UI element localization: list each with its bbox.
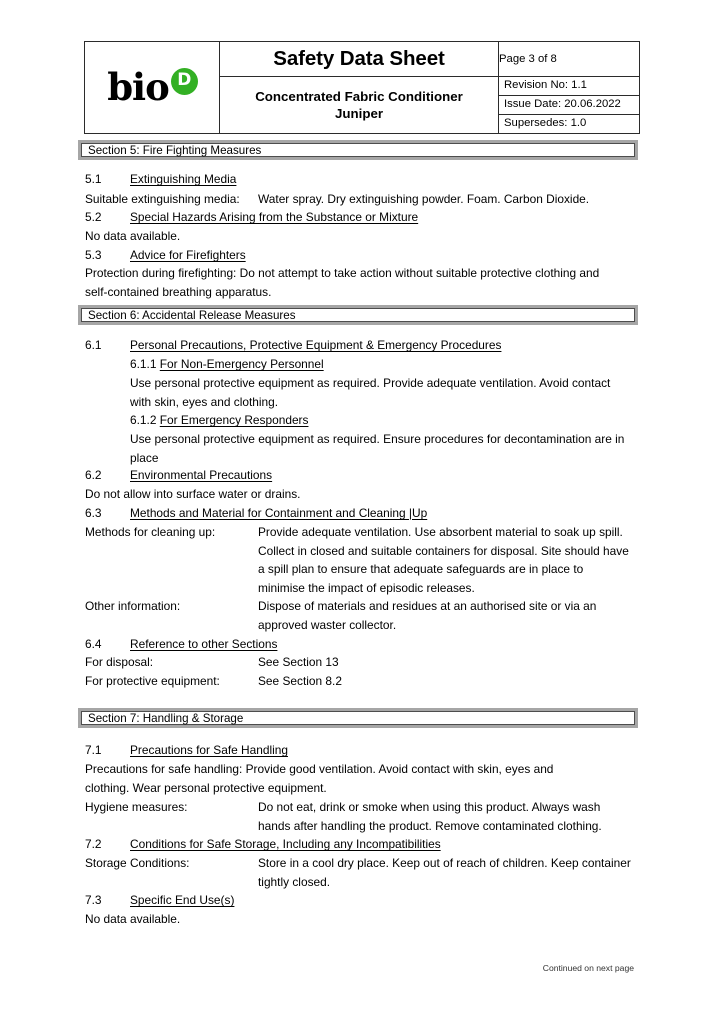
row-for-disposal [85,653,635,672]
logo-wordmark: bio [107,64,169,109]
item-6-3-number: 6.3 [85,506,102,520]
logo-cell [85,42,220,134]
product-name-cell [220,77,499,134]
label-storage-conditions: Storage Conditions: [85,856,190,870]
item-7-1-number: 7.1 [85,743,102,757]
item-5-1-number: 5.1 [85,172,102,186]
section-7-header-bar [78,708,638,728]
item-6-1-2-number: 6.1.2 [130,413,157,427]
item-6-1-2-title: For Emergency Responders [159,413,309,427]
item-6-1-1-title: For Non-Emergency Personnel [159,357,324,371]
item-7-3-title: Specific End Use(s) [130,893,235,907]
item-7-2-title: Conditions for Safe Storage, Including any Incompatibilities [130,837,441,851]
item-7-3-text: No data available. [85,912,181,926]
meta-page: Page 3 of 8 [499,42,640,77]
value-suitable-extinguishing-media: Water spray. Dry extinguishing powder. Foam. Carbon Dioxide. [258,192,590,206]
meta-supersedes: Supersedes: 1.0 [504,117,587,129]
label-methods-for-cleaning-up: Methods for cleaning up: [85,525,216,539]
document-title: Safety Data Sheet [273,47,445,70]
item-6-1-number: 6.1 [85,338,102,352]
item-5-3-title: Advice for Firefighters [130,248,246,262]
row-other-information [85,597,633,634]
document-header-table [84,41,640,134]
logo-badge-letter: D [177,70,192,90]
value-hygiene-measures: Do not eat, drink or smoke when using this product. Always wash hands after handling the product. Remove contaminated clothing. [258,800,602,833]
meta-issue-date: Issue Date: 20.06.2022 [499,96,639,115]
item-6-4-title: Reference to other Sections [130,637,278,651]
value-storage-conditions: Store in a cool dry place. Keep out of reach of children. Keep container tightly closed. [258,856,631,889]
value-for-disposal: See Section 13 [258,655,339,669]
item-6-2-text: Do not allow into surface water or drains. [85,487,301,501]
item-5-1-title: Extinguishing Media [130,172,237,186]
item-6-1-1-number: 6.1.1 [130,357,157,371]
item-7-1-title: Precautions for Safe Handling [130,743,288,757]
item-6-1-title: Personal Precautions, Protective Equipment & Emergency Procedures [130,338,502,352]
item-5-3-text: Protection during firefighting: Do not attempt to take action without suitable protective clothing and self-contained breathing apparatus. [85,266,600,299]
item-6-2-number: 6.2 [85,468,102,482]
item-6-1-1-heading [130,355,324,374]
footer-continued-note: Continued on next page [542,963,634,973]
row-hygiene-measures [85,798,633,835]
item-7-1-text: Precautions for safe handling: Provide good ventilation. Avoid contact with skin, eyes and clothing. Wear personal protective equipment. [85,762,554,795]
value-for-protective-equipment: See Section 8.2 [258,674,342,688]
meta-stack-cell [499,77,640,134]
document-title-cell [220,42,499,77]
label-suitable-extinguishing-media: Suitable extinguishing media: [85,192,240,206]
section-6-header-bar [78,305,638,325]
label-hygiene-measures: Hygiene measures: [85,800,188,814]
label-for-disposal: For disposal: [85,655,154,669]
item-6-1-2-text: Use personal protective equipment as required. Ensure procedures for decontamination are in place [130,432,625,465]
row-suitable-extinguishing-media [85,190,635,209]
item-6-1-2-heading [130,411,308,430]
item-5-2-title: Special Hazards Arising from the Substance or Mixture [130,210,419,224]
item-6-1-1-text: Use personal protective equipment as required. Provide adequate ventilation. Avoid contact with skin, eyes and clothing. [130,376,611,409]
row-storage-conditions [85,854,633,891]
logo-d-badge-icon [171,68,198,95]
item-6-3-title: Methods and Material for Containment and Cleaning |Up [130,506,428,520]
section-6-title: Section 6: Accidental Release Measures [81,308,635,322]
item-5-2-number: 5.2 [85,210,102,224]
label-other-information: Other information: [85,599,181,613]
value-methods-for-cleaning-up: Provide adequate ventilation. Use absorbent material to soak up spill. Collect in closed and suitable containers for disposal. Site should have a spill plan to ensure that adequate safeguards are in place to minimise the impact of episodic releases. [258,525,629,595]
item-7-2-number: 7.2 [85,837,102,851]
item-5-3-number: 5.3 [85,248,102,262]
biod-logo [85,48,219,127]
product-name-line2: Juniper [334,105,384,121]
section-5-title: Section 5: Fire Fighting Measures [81,143,635,157]
section-7-title: Section 7: Handling & Storage [81,711,635,725]
label-for-protective-equipment: For protective equipment: [85,674,220,688]
item-5-2-text: No data available. [85,229,181,243]
value-other-information: Dispose of materials and residues at an authorised site or via an approved waster collector. [258,599,597,632]
meta-revision: Revision No: 1.1 [499,77,639,96]
product-name-line1: Concentrated Fabric Conditioner [255,88,463,104]
row-methods-for-cleaning-up [85,523,633,597]
row-for-protective-equipment [85,672,635,691]
section-5-header-bar [78,140,638,160]
item-6-2-title: Environmental Precautions [130,468,273,482]
item-6-4-number: 6.4 [85,637,102,651]
item-7-3-number: 7.3 [85,893,102,907]
